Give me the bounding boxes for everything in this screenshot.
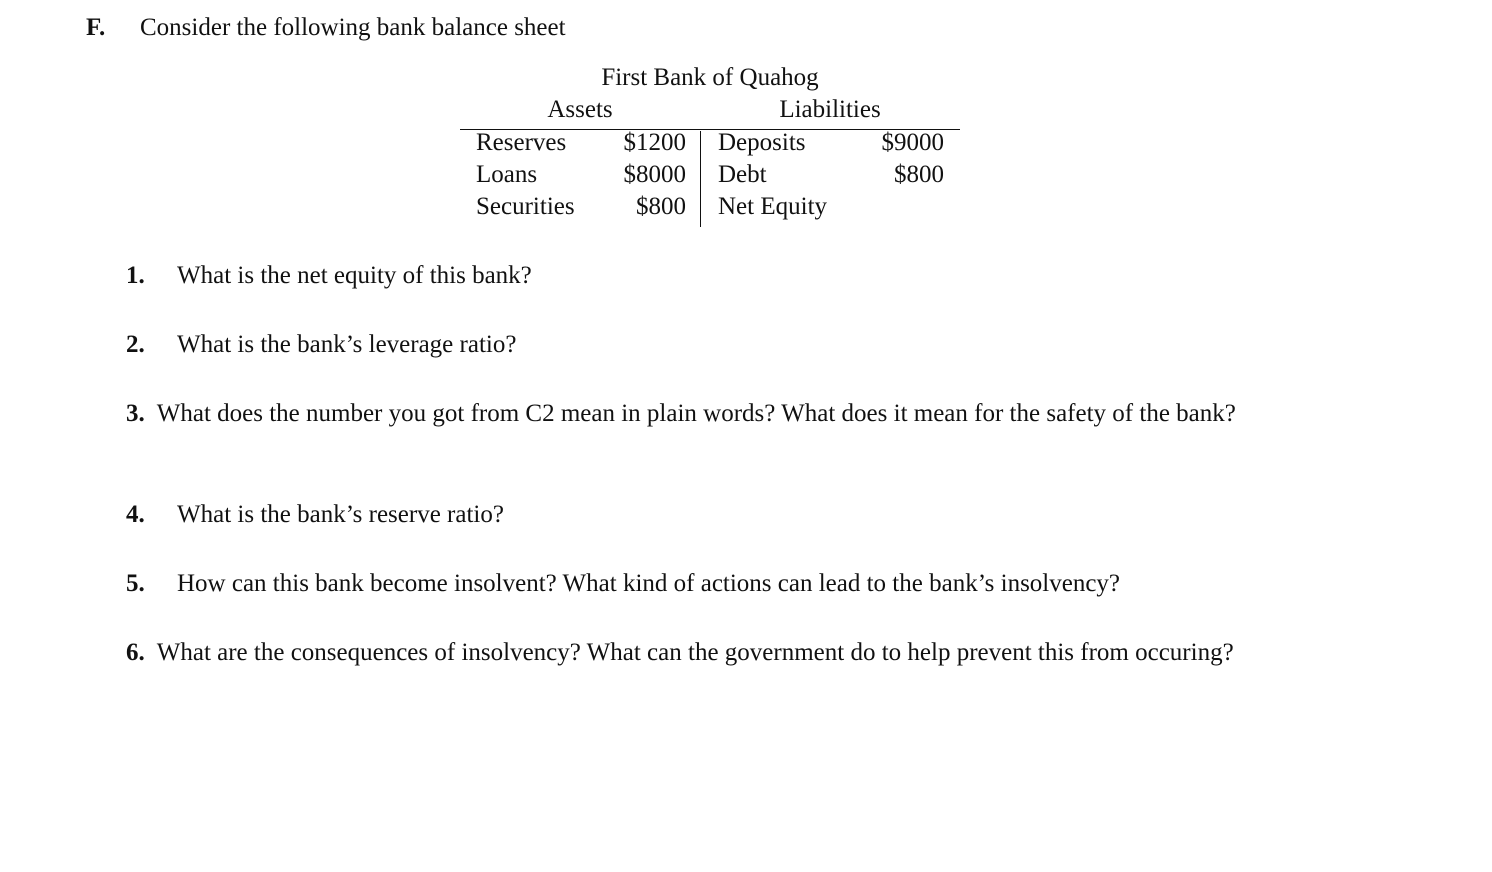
question-text: What does the number you got from C2 mean in plain words? What does it mean for the safety of the bank? — [156, 400, 1236, 427]
liability-name: Net Equity — [718, 193, 828, 220]
vertical-rule — [700, 131, 701, 227]
question-number: 3. — [126, 400, 145, 427]
question-text: What is the net equity of this bank? — [177, 262, 532, 289]
assets-header: Assets — [547, 96, 613, 123]
question-text: What is the bank’s reserve ratio? — [177, 501, 504, 528]
question-text: What is the bank’s leverage ratio? — [177, 331, 517, 358]
liability-value: $9000 — [881, 129, 944, 156]
question-number: 5. — [126, 570, 145, 597]
question-number: 1. — [126, 262, 145, 289]
question-text: How can this bank become insolvent? What kind of actions can lead to the bank’s insolvency? — [177, 570, 1121, 597]
asset-value: $800 — [636, 193, 686, 220]
question-text: What are the consequences of insolvency? What can the government do to help prevent this from occuring? — [156, 639, 1234, 666]
asset-value: $8000 — [623, 161, 686, 188]
question-number: 6. — [126, 639, 145, 666]
asset-value: $1200 — [623, 129, 686, 156]
question-item — [86, 637, 1334, 669]
question-number: 4. — [126, 501, 145, 528]
asset-name: Securities — [476, 193, 575, 220]
asset-name: Loans — [476, 161, 538, 188]
liabilities-header: Liabilities — [779, 96, 881, 123]
liability-value: $800 — [894, 161, 944, 188]
asset-name: Reserves — [476, 129, 567, 156]
section-label: F. — [86, 14, 106, 41]
liability-name: Debt — [718, 161, 767, 188]
question-number: 2. — [126, 331, 145, 358]
bank-name: First Bank of Quahog — [601, 64, 819, 91]
liability-name: Deposits — [718, 129, 806, 156]
question-item — [86, 398, 1334, 430]
section-intro: Consider the following bank balance sheet — [140, 14, 566, 41]
